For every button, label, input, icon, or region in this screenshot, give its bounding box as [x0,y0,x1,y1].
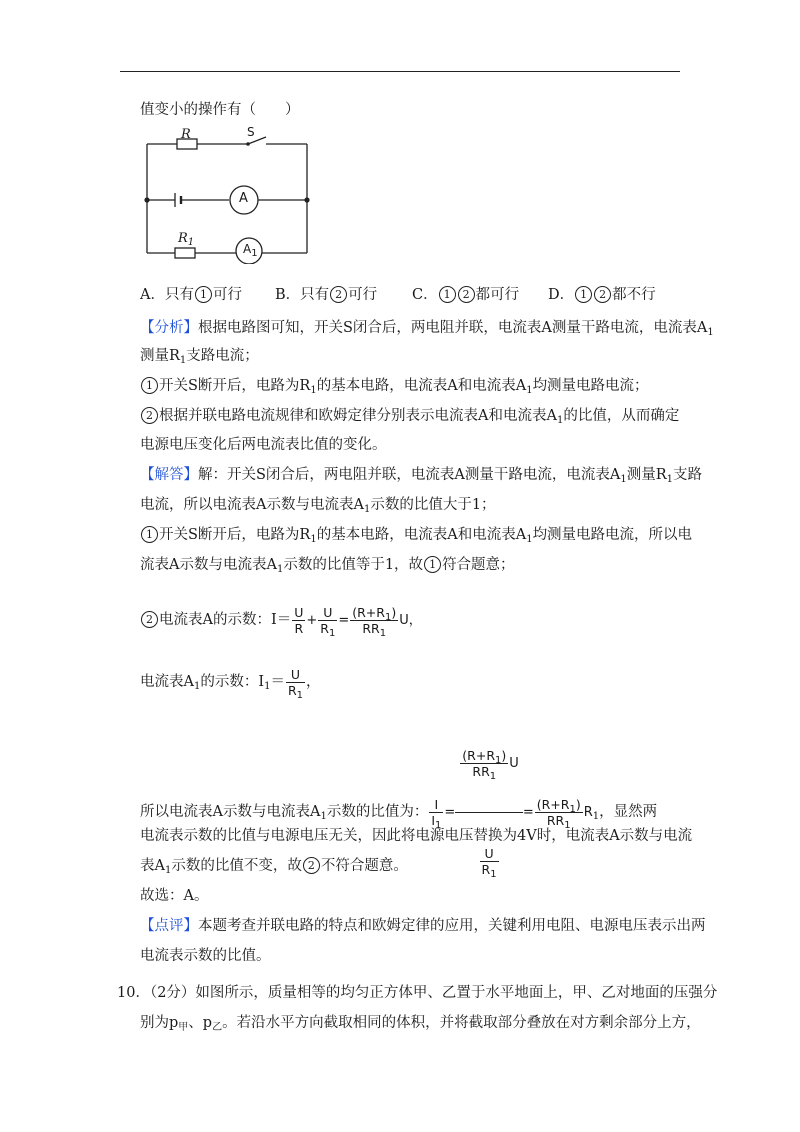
analysis-line-1: 【分析】根据电路图可知，开关S闭合后，两电阻并联，电流表A测量干路电流，电流表$A_1$ [140,320,714,338]
answer-formula-i: 2 电流表A的示数：I＝ $\frac{U}{R}$ + $\frac{U}{R_1}$ = $\frac{(R+R_1)}{RR_1}$ U， [140,598,422,643]
circuit-label-r1: $R_1$ [178,231,195,248]
analysis-tag: 【分析】 [140,320,198,336]
answer-line-10: 故选：A。 [140,888,209,904]
answer-formula-i1: 电流表$A_1$的示数：$I_1=$ $\frac{U}{R_1}$ ， [140,666,321,701]
option-b[interactable]: B．只有 2 可行 [275,287,378,303]
question-10-line-1: 10．（2分）如图所示，质量相等的均匀正方体甲、乙置于水平地面上，甲、乙对地面的压强分 [117,985,718,1001]
analysis-line-5: 电源电压变化后两电流表比值的变化。 [140,437,387,453]
comment-line-1: 【点评】本题考查并联电路的特点和欧姆定律的应用，关键利用电阻、电源电压表示出两 [140,918,706,934]
option-c[interactable]: C． 1 2 都可行 [412,287,520,303]
option-d[interactable]: D． 1 2 都不行 [548,287,656,303]
circuit-label-a1: $A_1$ [243,242,258,259]
answer-line-1: 【解答】解：开关S闭合后，两电阻并联，电流表A测量干路电流，电流表$A_1$测量$R_1$支路 [140,467,703,485]
circuit-diagram [138,124,316,264]
question-intro: 值变小的操作有（ ） [140,102,300,118]
answer-line-3: 1 开关S断开后，电路为$R_1$的基本电路，电流表A和电流表$A_1$均测量电路电流，所以电 [140,525,692,545]
header-rule [120,71,680,72]
answer-formula-ratio: 所以电流表A示数与电流表$A_1$示数的比值为： $\frac{I}{I_1}$ = $\frac{(R+R_1)}{RR_1}$ U $\frac{U}{R_1}$ = $\frac{(R+R_1)}{RR_1}$ $R_1$，显然两 [140,718,657,906]
comment-line-2: 电流表示数的比值。 [140,948,271,964]
analysis-line-2: 测量$R_1$支路电流； [140,348,259,366]
comment-tag: 【点评】 [140,918,198,934]
circuit-label-a: A [239,191,248,206]
answer-line-9: 表$A_1$示数的比值不变，故 2 不符合题意。 [140,858,408,876]
answer-line-2: 电流，所以电流表A示数与电流表$A_1$示数的比值大于1； [140,497,496,515]
answer-line-4: 流表A示数与电流表$A_1$示数的比值等于1，故 1 符合题意； [140,557,515,575]
analysis-line-4: 2 根据并联电路电流规律和欧姆定律分别表示电流表A和电流表$A_1$的比值，从而确定 [140,406,679,426]
circuit-label-r: R [181,127,191,142]
resistor-r1-symbol [175,248,195,258]
option-a[interactable]: A．只有 1 可行 [140,287,242,303]
analysis-line-3: 1 开关S断开后，电路为$R_1$的基本电路，电流表A和电流表$A_1$均测量电路电流； [140,376,649,396]
circuit-label-s: S [247,125,255,139]
answer-tag: 【解答】 [140,467,198,483]
answer-line-8: 电流表示数的比值与电源电压无关，因此将电源电压替换为4V时，电流表A示数与电流 [140,828,693,844]
question-10-line-2: 别为$p_甲$、$p_乙$。若沿水平方向截取相同的体积，并将截取部分叠放在对方剩余部分上方， [140,1015,701,1033]
